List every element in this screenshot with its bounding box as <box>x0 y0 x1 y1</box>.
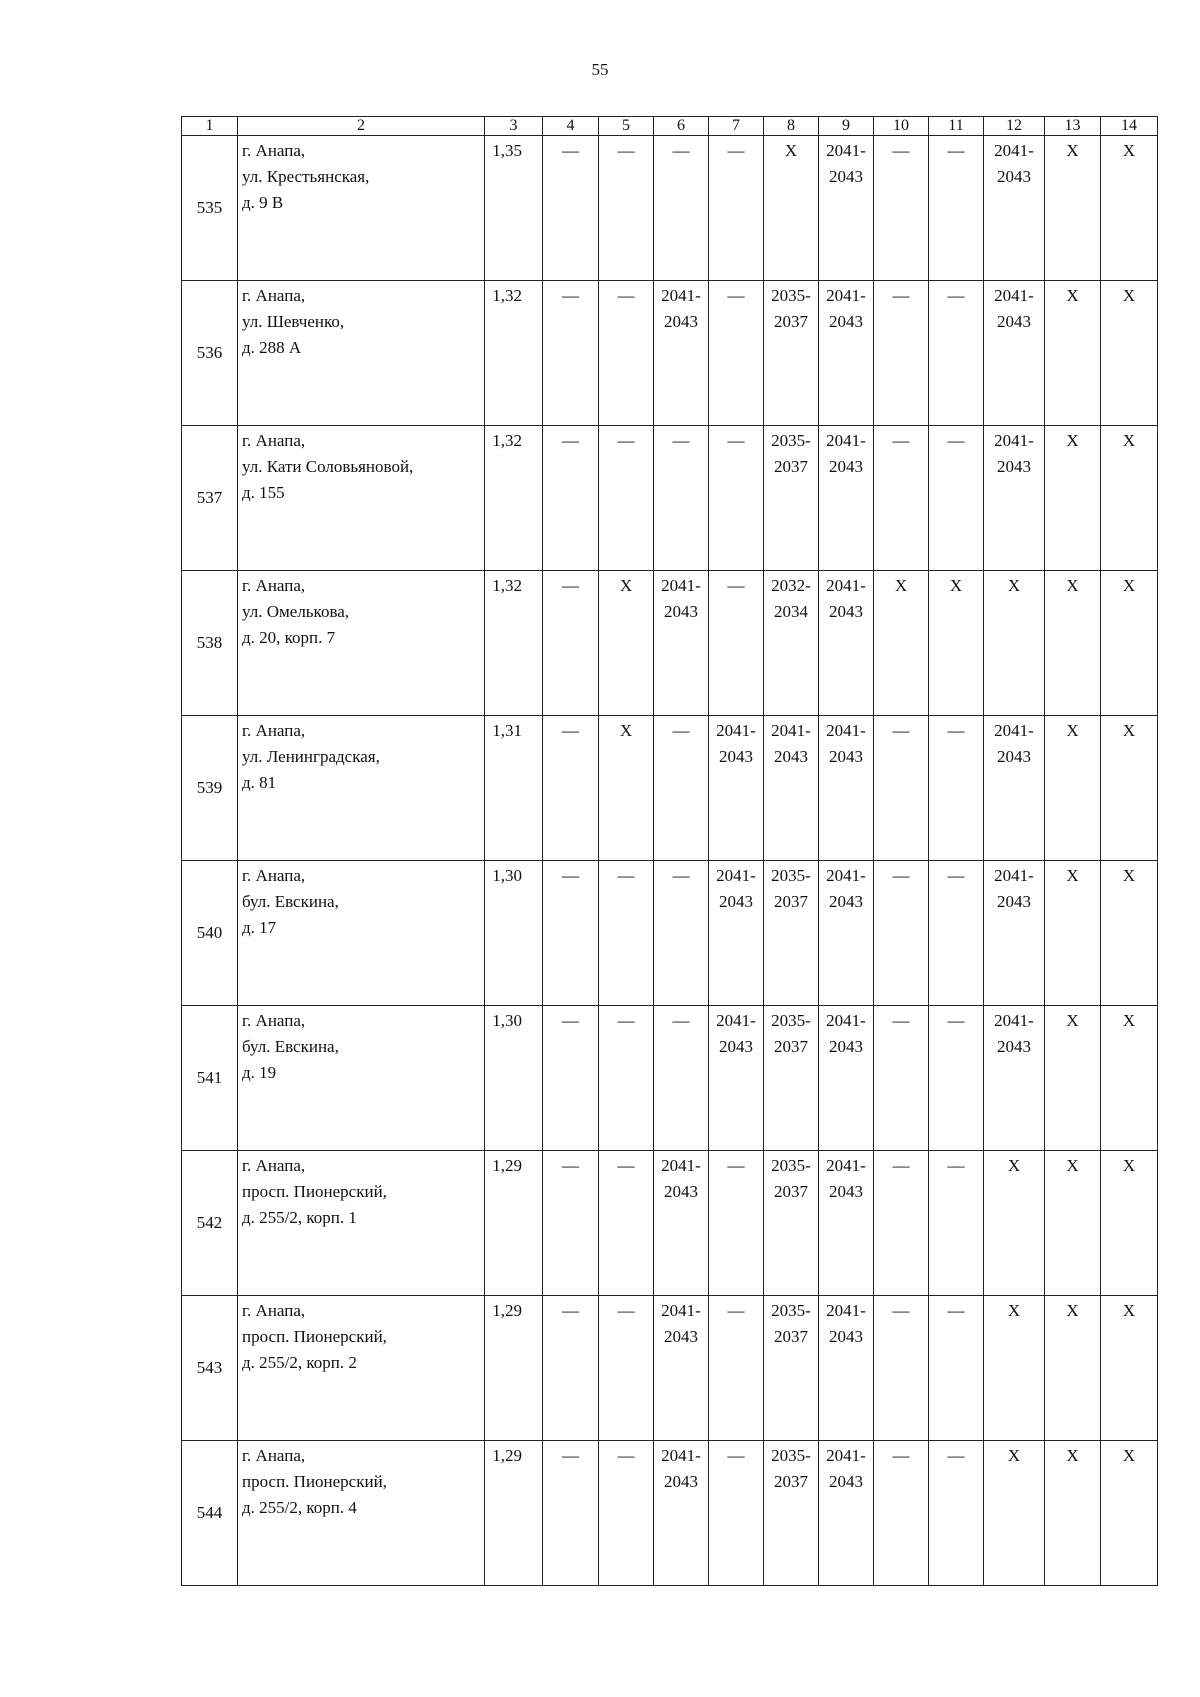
column-header: 8 <box>764 117 819 136</box>
page-number: 55 <box>591 60 609 79</box>
schedule-cell-14: Х <box>1101 861 1158 1006</box>
table-row <box>182 136 1158 281</box>
coefficient-cell: 1,32 <box>485 426 543 571</box>
schedule-cell-6: — <box>654 861 709 1006</box>
schedule-cell-12: Х <box>984 1151 1045 1296</box>
address-cell <box>238 716 485 861</box>
schedule-cell-5: — <box>599 1441 654 1586</box>
column-header: 14 <box>1101 117 1158 136</box>
address-cell <box>238 281 485 426</box>
schedule-cell-7: — <box>709 1441 764 1586</box>
schedule-cell-14: Х <box>1101 716 1158 861</box>
schedule-cell-11: Х <box>929 571 984 716</box>
coefficient-cell: 1,29 <box>485 1296 543 1441</box>
schedule-cell-12: Х <box>984 1441 1045 1586</box>
address-cell <box>238 136 485 281</box>
schedule-cell-12: Х <box>984 571 1045 716</box>
schedule-cell-6: 2041- 2043 <box>654 1441 709 1586</box>
row-number: 542 <box>182 1151 238 1296</box>
schedule-cell-13: Х <box>1045 1296 1101 1441</box>
address-line: г. Анапа, <box>242 431 306 450</box>
schedule-cell-5: — <box>599 426 654 571</box>
column-header: 6 <box>654 117 709 136</box>
column-header: 9 <box>819 117 874 136</box>
schedule-cell-10: — <box>874 1296 929 1441</box>
schedule-cell-8: 2035- 2037 <box>764 861 819 1006</box>
schedule-cell-11: — <box>929 861 984 1006</box>
address-cell <box>238 861 485 1006</box>
coefficient-cell: 1,31 <box>485 716 543 861</box>
row-number: 541 <box>182 1006 238 1151</box>
schedule-cell-9: 2041- 2043 <box>819 426 874 571</box>
address-line: г. Анапа, <box>242 141 306 160</box>
address-line: просп. Пионерский, <box>242 1182 387 1201</box>
schedule-cell-6: — <box>654 1006 709 1151</box>
schedule-cell-4: — <box>543 861 599 1006</box>
row-number: 536 <box>182 281 238 426</box>
column-number-row <box>182 117 1158 136</box>
address-cell <box>238 426 485 571</box>
schedule-cell-10: — <box>874 1441 929 1586</box>
schedule-cell-8: 2035- 2037 <box>764 426 819 571</box>
schedule-cell-12: 2041- 2043 <box>984 861 1045 1006</box>
schedule-cell-11: — <box>929 1006 984 1151</box>
address-line: д. 9 В <box>242 193 284 212</box>
schedule-cell-14: Х <box>1101 1441 1158 1586</box>
schedule-cell-9: 2041- 2043 <box>819 861 874 1006</box>
schedule-cell-12: Х <box>984 1296 1045 1441</box>
schedule-cell-11: — <box>929 1151 984 1296</box>
address-line: ул. Ленинградская, <box>242 747 380 766</box>
address-line: д. 255/2, корп. 1 <box>242 1208 357 1227</box>
schedule-cell-4: — <box>543 1006 599 1151</box>
address-line: г. Анапа, <box>242 1301 306 1320</box>
schedule-cell-4: — <box>543 281 599 426</box>
schedule-cell-4: — <box>543 426 599 571</box>
address-line: г. Анапа, <box>242 1011 306 1030</box>
schedule-cell-9: 2041- 2043 <box>819 1006 874 1151</box>
schedule-cell-4: — <box>543 1296 599 1441</box>
column-header: 3 <box>485 117 543 136</box>
schedule-cell-6: 2041- 2043 <box>654 281 709 426</box>
address-line: бул. Евскина, <box>242 1037 339 1056</box>
schedule-cell-7: — <box>709 571 764 716</box>
schedule-cell-11: — <box>929 281 984 426</box>
coefficient-cell: 1,30 <box>485 861 543 1006</box>
address-line: бул. Евскина, <box>242 892 339 911</box>
row-number: 544 <box>182 1441 238 1586</box>
coefficient-cell: 1,32 <box>485 571 543 716</box>
address-line: г. Анапа, <box>242 1156 306 1175</box>
schedule-cell-10: — <box>874 281 929 426</box>
address-line: г. Анапа, <box>242 286 306 305</box>
coefficient-cell: 1,32 <box>485 281 543 426</box>
column-header: 5 <box>599 117 654 136</box>
schedule-cell-14: Х <box>1101 1296 1158 1441</box>
address-cell <box>238 1006 485 1151</box>
column-header: 11 <box>929 117 984 136</box>
table-row <box>182 1006 1158 1151</box>
schedule-cell-11: — <box>929 426 984 571</box>
column-header: 4 <box>543 117 599 136</box>
address-line: д. 155 <box>242 483 285 502</box>
schedule-cell-12: 2041- 2043 <box>984 716 1045 861</box>
row-number: 543 <box>182 1296 238 1441</box>
schedule-cell-11: — <box>929 1296 984 1441</box>
schedule-cell-11: — <box>929 136 984 281</box>
schedule-cell-13: Х <box>1045 136 1101 281</box>
schedule-cell-8: 2035- 2037 <box>764 1151 819 1296</box>
schedule-cell-13: Х <box>1045 571 1101 716</box>
coefficient-cell: 1,35 <box>485 136 543 281</box>
column-header: 1 <box>182 117 238 136</box>
schedule-cell-9: 2041- 2043 <box>819 571 874 716</box>
address-line: просп. Пионерский, <box>242 1327 387 1346</box>
schedule-cell-9: 2041- 2043 <box>819 716 874 861</box>
schedule-cell-7: 2041- 2043 <box>709 861 764 1006</box>
address-line: г. Анапа, <box>242 721 306 740</box>
schedule-cell-13: Х <box>1045 1151 1101 1296</box>
schedule-cell-7: — <box>709 426 764 571</box>
address-cell <box>238 1296 485 1441</box>
table-row <box>182 281 1158 426</box>
schedule-cell-4: — <box>543 1151 599 1296</box>
schedule-cell-8: 2035- 2037 <box>764 1006 819 1151</box>
schedule-cell-7: — <box>709 136 764 281</box>
schedule-cell-5: Х <box>599 716 654 861</box>
schedule-cell-5: — <box>599 1006 654 1151</box>
address-line: ул. Кати Соловьяновой, <box>242 457 414 476</box>
schedule-cell-14: Х <box>1101 571 1158 716</box>
schedule-cell-8: Х <box>764 136 819 281</box>
address-line: г. Анапа, <box>242 576 306 595</box>
table-row <box>182 426 1158 571</box>
schedule-cell-14: Х <box>1101 281 1158 426</box>
schedule-cell-4: — <box>543 571 599 716</box>
address-line: просп. Пионерский, <box>242 1472 387 1491</box>
schedule-cell-10: — <box>874 861 929 1006</box>
schedule-cell-5: — <box>599 136 654 281</box>
schedule-cell-6: — <box>654 136 709 281</box>
schedule-cell-13: Х <box>1045 861 1101 1006</box>
coefficient-cell: 1,29 <box>485 1151 543 1296</box>
schedule-cell-10: — <box>874 1006 929 1151</box>
schedule-cell-14: Х <box>1101 136 1158 281</box>
schedule-cell-5: — <box>599 1151 654 1296</box>
schedule-cell-7: 2041- 2043 <box>709 1006 764 1151</box>
schedule-cell-5: — <box>599 281 654 426</box>
column-header: 13 <box>1045 117 1101 136</box>
row-number: 539 <box>182 716 238 861</box>
schedule-cell-5: — <box>599 861 654 1006</box>
address-line: ул. Омелькова, <box>242 602 350 621</box>
schedule-cell-7: 2041- 2043 <box>709 716 764 861</box>
schedule-cell-11: — <box>929 1441 984 1586</box>
schedule-cell-4: — <box>543 136 599 281</box>
address-line: ул. Крестьянская, <box>242 167 370 186</box>
schedule-cell-9: 2041- 2043 <box>819 1441 874 1586</box>
schedule-cell-14: Х <box>1101 1006 1158 1151</box>
row-number: 540 <box>182 861 238 1006</box>
table-row <box>182 1151 1158 1296</box>
table-row <box>182 1441 1158 1586</box>
coefficient-cell: 1,29 <box>485 1441 543 1586</box>
schedule-cell-7: — <box>709 1151 764 1296</box>
schedule-cell-12: 2041- 2043 <box>984 136 1045 281</box>
schedule-cell-4: — <box>543 716 599 861</box>
table-body <box>182 136 1158 1586</box>
address-line: ул. Шевченко, <box>242 312 345 331</box>
table-row <box>182 716 1158 861</box>
schedule-cell-12: 2041- 2043 <box>984 1006 1045 1151</box>
schedule-cell-8: 2035- 2037 <box>764 1441 819 1586</box>
address-line: д. 20, корп. 7 <box>242 628 336 647</box>
column-header: 7 <box>709 117 764 136</box>
schedule-cell-6: 2041- 2043 <box>654 571 709 716</box>
address-cell <box>238 571 485 716</box>
schedule-cell-12: 2041- 2043 <box>984 281 1045 426</box>
table-row <box>182 861 1158 1006</box>
row-number: 537 <box>182 426 238 571</box>
row-number: 535 <box>182 136 238 281</box>
schedule-cell-10: — <box>874 426 929 571</box>
schedule-cell-13: Х <box>1045 281 1101 426</box>
table-row <box>182 571 1158 716</box>
address-line: г. Анапа, <box>242 1446 306 1465</box>
address-cell <box>238 1151 485 1296</box>
schedule-cell-8: 2035- 2037 <box>764 281 819 426</box>
address-line: д. 255/2, корп. 4 <box>242 1498 357 1517</box>
table-row <box>182 1296 1158 1441</box>
row-number: 538 <box>182 571 238 716</box>
schedule-cell-8: 2032- 2034 <box>764 571 819 716</box>
schedule-cell-8: 2035- 2037 <box>764 1296 819 1441</box>
schedule-cell-8: 2041- 2043 <box>764 716 819 861</box>
address-cell <box>238 1441 485 1586</box>
schedule-cell-11: — <box>929 716 984 861</box>
column-header: 12 <box>984 117 1045 136</box>
repair-schedule-table <box>181 116 1158 1586</box>
schedule-cell-9: 2041- 2043 <box>819 1296 874 1441</box>
address-line: д. 255/2, корп. 2 <box>242 1353 357 1372</box>
address-line: д. 17 <box>242 918 277 937</box>
schedule-cell-10: — <box>874 136 929 281</box>
schedule-cell-7: — <box>709 281 764 426</box>
schedule-cell-14: Х <box>1101 426 1158 571</box>
column-header: 2 <box>238 117 485 136</box>
schedule-cell-6: 2041- 2043 <box>654 1151 709 1296</box>
schedule-cell-10: — <box>874 716 929 861</box>
coefficient-cell: 1,30 <box>485 1006 543 1151</box>
schedule-cell-12: 2041- 2043 <box>984 426 1045 571</box>
schedule-cell-9: 2041- 2043 <box>819 281 874 426</box>
address-line: д. 288 А <box>242 338 302 357</box>
schedule-cell-10: — <box>874 1151 929 1296</box>
schedule-cell-13: Х <box>1045 716 1101 861</box>
schedule-cell-9: 2041- 2043 <box>819 1151 874 1296</box>
schedule-cell-4: — <box>543 1441 599 1586</box>
schedule-cell-5: — <box>599 1296 654 1441</box>
schedule-cell-9: 2041- 2043 <box>819 136 874 281</box>
schedule-cell-7: — <box>709 1296 764 1441</box>
schedule-cell-13: Х <box>1045 426 1101 571</box>
address-line: д. 19 <box>242 1063 277 1082</box>
schedule-cell-5: Х <box>599 571 654 716</box>
schedule-cell-6: — <box>654 716 709 861</box>
schedule-cell-14: Х <box>1101 1151 1158 1296</box>
address-line: д. 81 <box>242 773 277 792</box>
schedule-cell-10: Х <box>874 571 929 716</box>
schedule-cell-13: Х <box>1045 1006 1101 1151</box>
schedule-cell-13: Х <box>1045 1441 1101 1586</box>
schedule-cell-6: — <box>654 426 709 571</box>
schedule-cell-6: 2041- 2043 <box>654 1296 709 1441</box>
column-header: 10 <box>874 117 929 136</box>
address-line: г. Анапа, <box>242 866 306 885</box>
